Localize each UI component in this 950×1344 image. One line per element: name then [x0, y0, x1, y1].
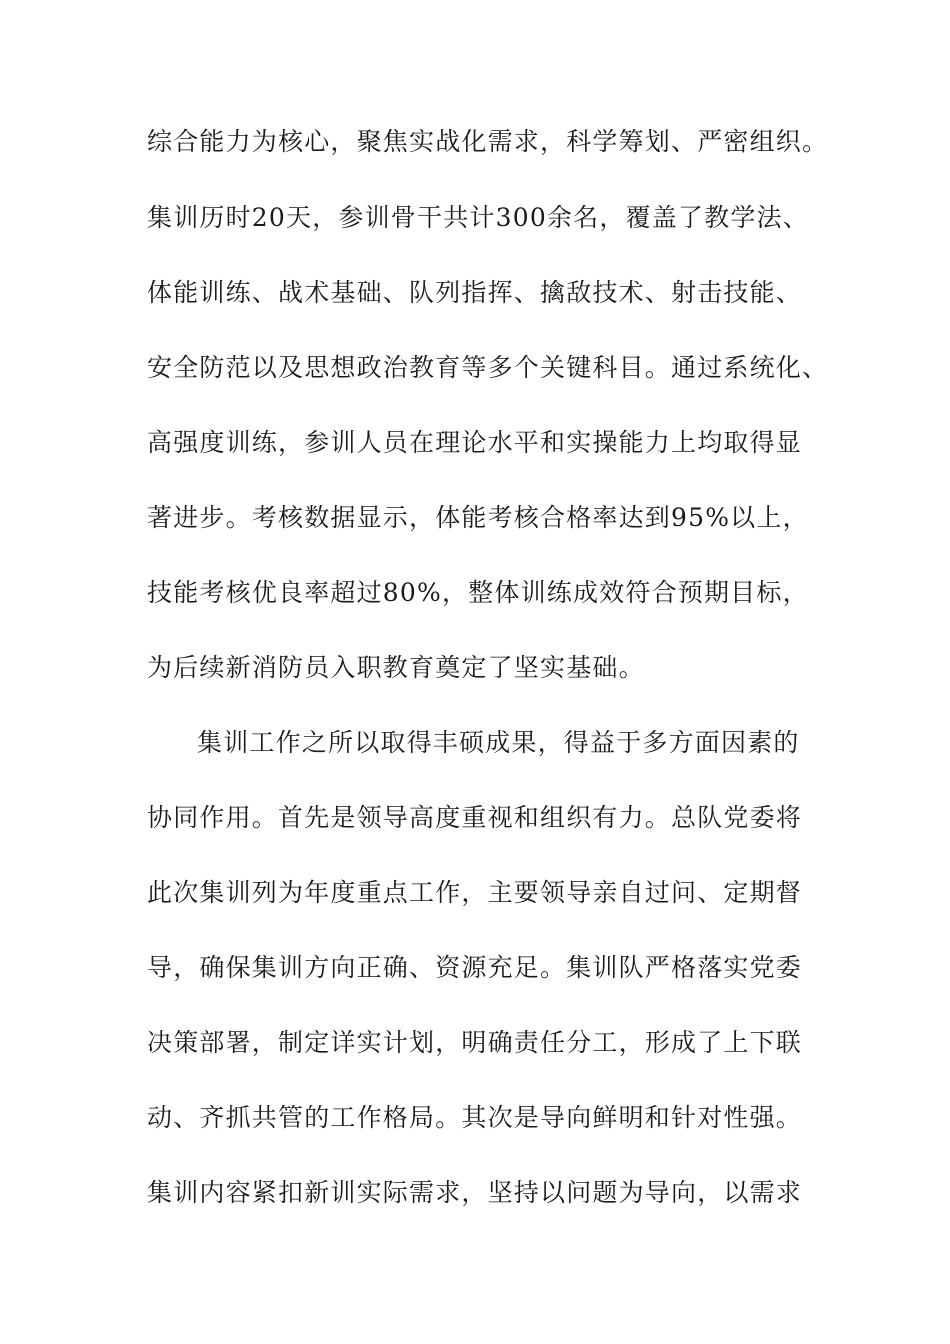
text-line: 动、齐抓共管的工作格局。其次是导向鲜明和针对性强。 [147, 1103, 803, 1132]
text-line: 体能训练、战术基础、队列指挥、擒敌技术、射击技能、 [147, 278, 803, 307]
text-line: 著进步。考核数据显示，体能考核合格率达到95%以上， [147, 503, 809, 532]
text-line: 集训历时20天，参训骨干共计300余名，覆盖了教学法、 [147, 203, 809, 232]
text-line: 此次集训列为年度重点工作，主要领导亲自过问、定期督 [147, 878, 803, 907]
text-line: 技能考核优良率超过80%，整体训练成效符合预期目标， [147, 578, 809, 607]
text-line: 集训内容紧扣新训实际需求，坚持以问题为导向，以需求 [147, 1178, 803, 1207]
text-line: 决策部署，制定详实计划，明确责任分工，形成了上下联 [147, 1028, 803, 1057]
text-line: 综合能力为核心，聚焦实战化需求，科学筹划、严密组织。 [147, 127, 829, 156]
text-line: 导，确保集训方向正确、资源充足。集训队严格落实党委 [147, 953, 803, 982]
text-line: 为后续新消防员入职教育奠定了坚实基础。 [147, 653, 645, 682]
paragraph-start-line: 集训工作之所以取得丰硕成果，得益于多方面因素的 [197, 728, 800, 757]
text-line: 高强度训练，参训人员在理论水平和实操能力上均取得显 [147, 428, 803, 457]
text-line: 协同作用。首先是领导高度重视和组织有力。总队党委将 [147, 803, 803, 832]
text-line: 安全防范以及思想政治教育等多个关键科目。通过系统化、 [147, 353, 829, 382]
